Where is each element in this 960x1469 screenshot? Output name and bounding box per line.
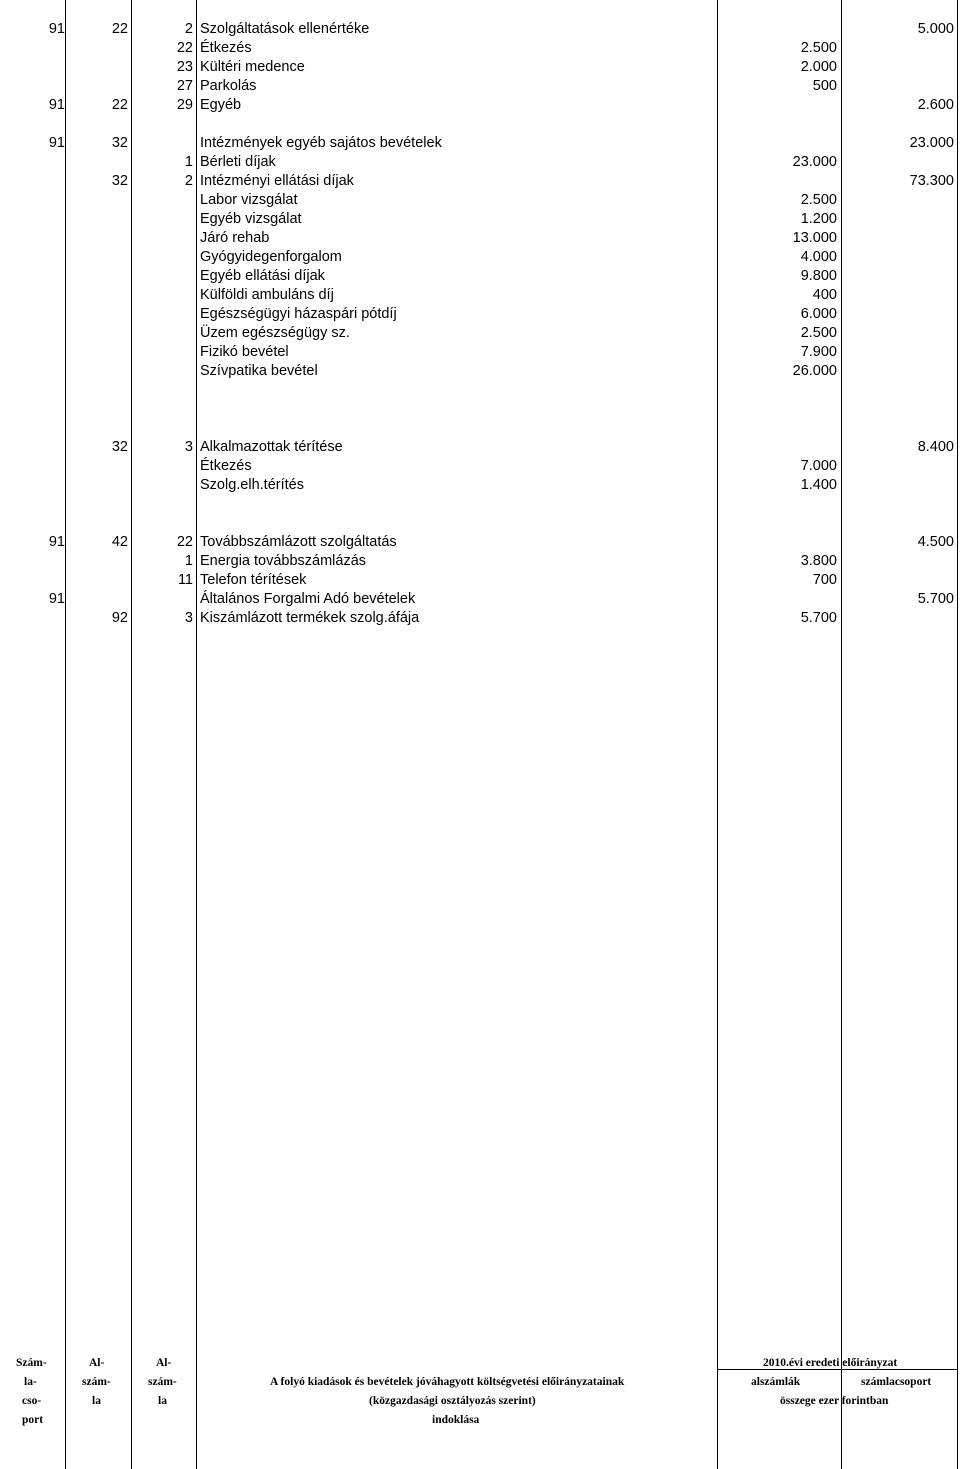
description-header-3: indoklása bbox=[432, 1414, 480, 1426]
alszamla-amount-cell: 7.900 bbox=[800, 344, 837, 360]
table-row bbox=[0, 533, 960, 552]
table-row bbox=[0, 20, 960, 39]
plan-header-title: 2010.évi eredeti előirányzat bbox=[763, 1357, 898, 1369]
alszamla2-cell: 27 bbox=[176, 78, 193, 94]
table-row bbox=[0, 324, 960, 343]
alszamla-amount-cell: 2.500 bbox=[800, 40, 837, 56]
alszamla-amount-cell: 6.000 bbox=[800, 306, 837, 322]
alszamla-amount-cell: 2.500 bbox=[800, 325, 837, 341]
description-cell: Fizikó bevétel bbox=[200, 344, 289, 360]
alszamla2-cell: 22 bbox=[176, 534, 193, 550]
alszamla2-cell: 29 bbox=[176, 97, 193, 113]
group-amount-cell: 73.300 bbox=[909, 173, 954, 189]
alszamla-cell: 32 bbox=[111, 173, 128, 189]
description-cell: Étkezés bbox=[200, 40, 252, 56]
table-row bbox=[0, 210, 960, 229]
plan-header-osszege: összege ezer forintban bbox=[780, 1395, 889, 1407]
alszamla-amount-cell: 400 bbox=[812, 287, 837, 303]
group-amount-cell: 23.000 bbox=[909, 135, 954, 151]
table-row bbox=[0, 457, 960, 476]
col-alszamla-label-1: Al- bbox=[89, 1357, 105, 1369]
table-row bbox=[0, 172, 960, 191]
description-cell: Bérleti díjak bbox=[200, 154, 276, 170]
table-row bbox=[0, 153, 960, 172]
table-row bbox=[0, 305, 960, 324]
alszamla2-cell: 3 bbox=[184, 610, 193, 626]
table-row bbox=[0, 590, 960, 609]
table-row bbox=[0, 609, 960, 628]
szamlacsoport-cell: 91 bbox=[48, 591, 65, 607]
alszamla2-cell: 23 bbox=[176, 59, 193, 75]
description-cell: Energia továbbszámlázás bbox=[200, 553, 367, 569]
table-row bbox=[0, 248, 960, 267]
table-row bbox=[0, 438, 960, 457]
table-row bbox=[0, 58, 960, 77]
description-cell: Gyógyidegenforgalom bbox=[200, 249, 342, 265]
alszamla-amount-cell: 7.000 bbox=[800, 458, 837, 474]
description-cell: Kültéri medence bbox=[200, 59, 305, 75]
table-row bbox=[0, 362, 960, 381]
description-cell: Szolg.elh.térítés bbox=[200, 477, 304, 493]
alszamla-cell: 92 bbox=[111, 610, 128, 626]
col-szamlacsoport-label-2: la- bbox=[24, 1376, 37, 1388]
table-row bbox=[0, 552, 960, 571]
group-amount-cell: 5.000 bbox=[917, 21, 954, 37]
alszamla2-cell: 2 bbox=[184, 21, 193, 37]
col-alszamla-label-3: la bbox=[92, 1395, 101, 1407]
alszamla-amount-cell: 5.700 bbox=[800, 610, 837, 626]
description-cell: Kiszámlázott termékek szolg.áfája bbox=[200, 610, 420, 626]
alszamla-amount-cell: 26.000 bbox=[792, 363, 837, 379]
col-szamlacsoport-label-1: Szám- bbox=[16, 1357, 47, 1369]
table-row bbox=[0, 343, 960, 362]
description-cell: Étkezés bbox=[200, 458, 252, 474]
table-row bbox=[0, 191, 960, 210]
col-alszamla2-label-2: szám- bbox=[148, 1376, 177, 1388]
group-amount-cell: 5.700 bbox=[917, 591, 954, 607]
description-cell: Parkolás bbox=[200, 78, 257, 94]
table-row bbox=[0, 229, 960, 248]
alszamla-amount-cell: 1.400 bbox=[800, 477, 837, 493]
alszamla2-cell: 3 bbox=[184, 439, 193, 455]
alszamla-amount-cell: 2.500 bbox=[800, 192, 837, 208]
alszamla-amount-cell: 9.800 bbox=[800, 268, 837, 284]
description-cell: Telefon térítések bbox=[200, 572, 307, 588]
szamlacsoport-cell: 91 bbox=[48, 534, 65, 550]
szamlacsoport-cell: 91 bbox=[48, 21, 65, 37]
alszamla-cell: 32 bbox=[111, 135, 128, 151]
description-cell: Alkalmazottak térítése bbox=[200, 439, 343, 455]
table-row bbox=[0, 476, 960, 495]
alszamla-amount-cell: 13.000 bbox=[792, 230, 837, 246]
col-szamlacsoport-label-4: port bbox=[22, 1414, 44, 1426]
col-alszamla2-label-1: Al- bbox=[156, 1357, 172, 1369]
alszamla2-cell: 1 bbox=[184, 553, 193, 569]
description-header-1: A folyó kiadások és bevételek jóváhagyott költségvetési előirányzatainak bbox=[270, 1376, 625, 1388]
alszamla-amount-cell: 23.000 bbox=[792, 154, 837, 170]
table-row bbox=[0, 96, 960, 115]
alszamla-amount-cell: 500 bbox=[812, 78, 837, 94]
alszamla2-cell: 2 bbox=[184, 173, 193, 189]
col-alszamla-label-2: szám- bbox=[82, 1376, 111, 1388]
table-header-footer bbox=[0, 1350, 960, 1469]
group-amount-cell: 8.400 bbox=[917, 439, 954, 455]
alszamla2-cell: 22 bbox=[176, 40, 193, 56]
description-cell: Általános Forgalmi Adó bevételek bbox=[200, 591, 416, 607]
table-row bbox=[0, 286, 960, 305]
szamlacsoport-cell: 91 bbox=[48, 97, 65, 113]
description-cell: Szívpatika bevétel bbox=[200, 363, 318, 379]
description-cell: Egészségügyi házaspári pótdíj bbox=[200, 306, 397, 322]
description-cell: Járó rehab bbox=[200, 230, 270, 246]
description-cell: Egyéb ellátási díjak bbox=[200, 268, 325, 284]
alszamla-amount-cell: 2.000 bbox=[800, 59, 837, 75]
alszamla-amount-cell: 1.200 bbox=[800, 211, 837, 227]
table-row bbox=[0, 571, 960, 590]
description-cell: Üzem egészségügy sz. bbox=[200, 325, 350, 341]
plan-header-alszamlak: alszámlák bbox=[751, 1376, 801, 1388]
alszamla-cell: 42 bbox=[111, 534, 128, 550]
group-amount-cell: 2.600 bbox=[917, 97, 954, 113]
description-cell: Szolgáltatások ellenértéke bbox=[200, 21, 370, 37]
description-cell: Továbbszámlázott szolgáltatás bbox=[200, 534, 397, 550]
plan-header-szamlacsoport: számlacsoport bbox=[861, 1376, 932, 1388]
description-cell: Labor vizsgálat bbox=[200, 192, 298, 208]
col-szamlacsoport-label-3: cso- bbox=[22, 1395, 42, 1407]
alszamla-amount-cell: 4.000 bbox=[800, 249, 837, 265]
table-row bbox=[0, 134, 960, 153]
alszamla2-cell: 11 bbox=[177, 572, 193, 588]
alszamla-cell: 22 bbox=[111, 97, 128, 113]
alszamla-cell: 22 bbox=[111, 21, 128, 37]
szamlacsoport-cell: 91 bbox=[48, 135, 65, 151]
alszamla-amount-cell: 700 bbox=[812, 572, 837, 588]
alszamla-cell: 32 bbox=[111, 439, 128, 455]
description-cell: Egyéb bbox=[200, 97, 242, 113]
table-row bbox=[0, 77, 960, 96]
description-cell: Intézmények egyéb sajátos bevételek bbox=[200, 135, 442, 151]
alszamla2-cell: 1 bbox=[184, 154, 193, 170]
description-cell: Intézményi ellátási díjak bbox=[200, 173, 354, 189]
description-cell: Külföldi ambuláns díj bbox=[200, 287, 334, 303]
table-row bbox=[0, 39, 960, 58]
group-amount-cell: 4.500 bbox=[917, 534, 954, 550]
description-cell: Egyéb vizsgálat bbox=[200, 211, 302, 227]
alszamla-amount-cell: 3.800 bbox=[800, 553, 837, 569]
description-header-2: (közgazdasági osztályozás szerint) bbox=[369, 1395, 536, 1407]
col-alszamla2-label-3: la bbox=[158, 1395, 167, 1407]
table-row bbox=[0, 267, 960, 286]
